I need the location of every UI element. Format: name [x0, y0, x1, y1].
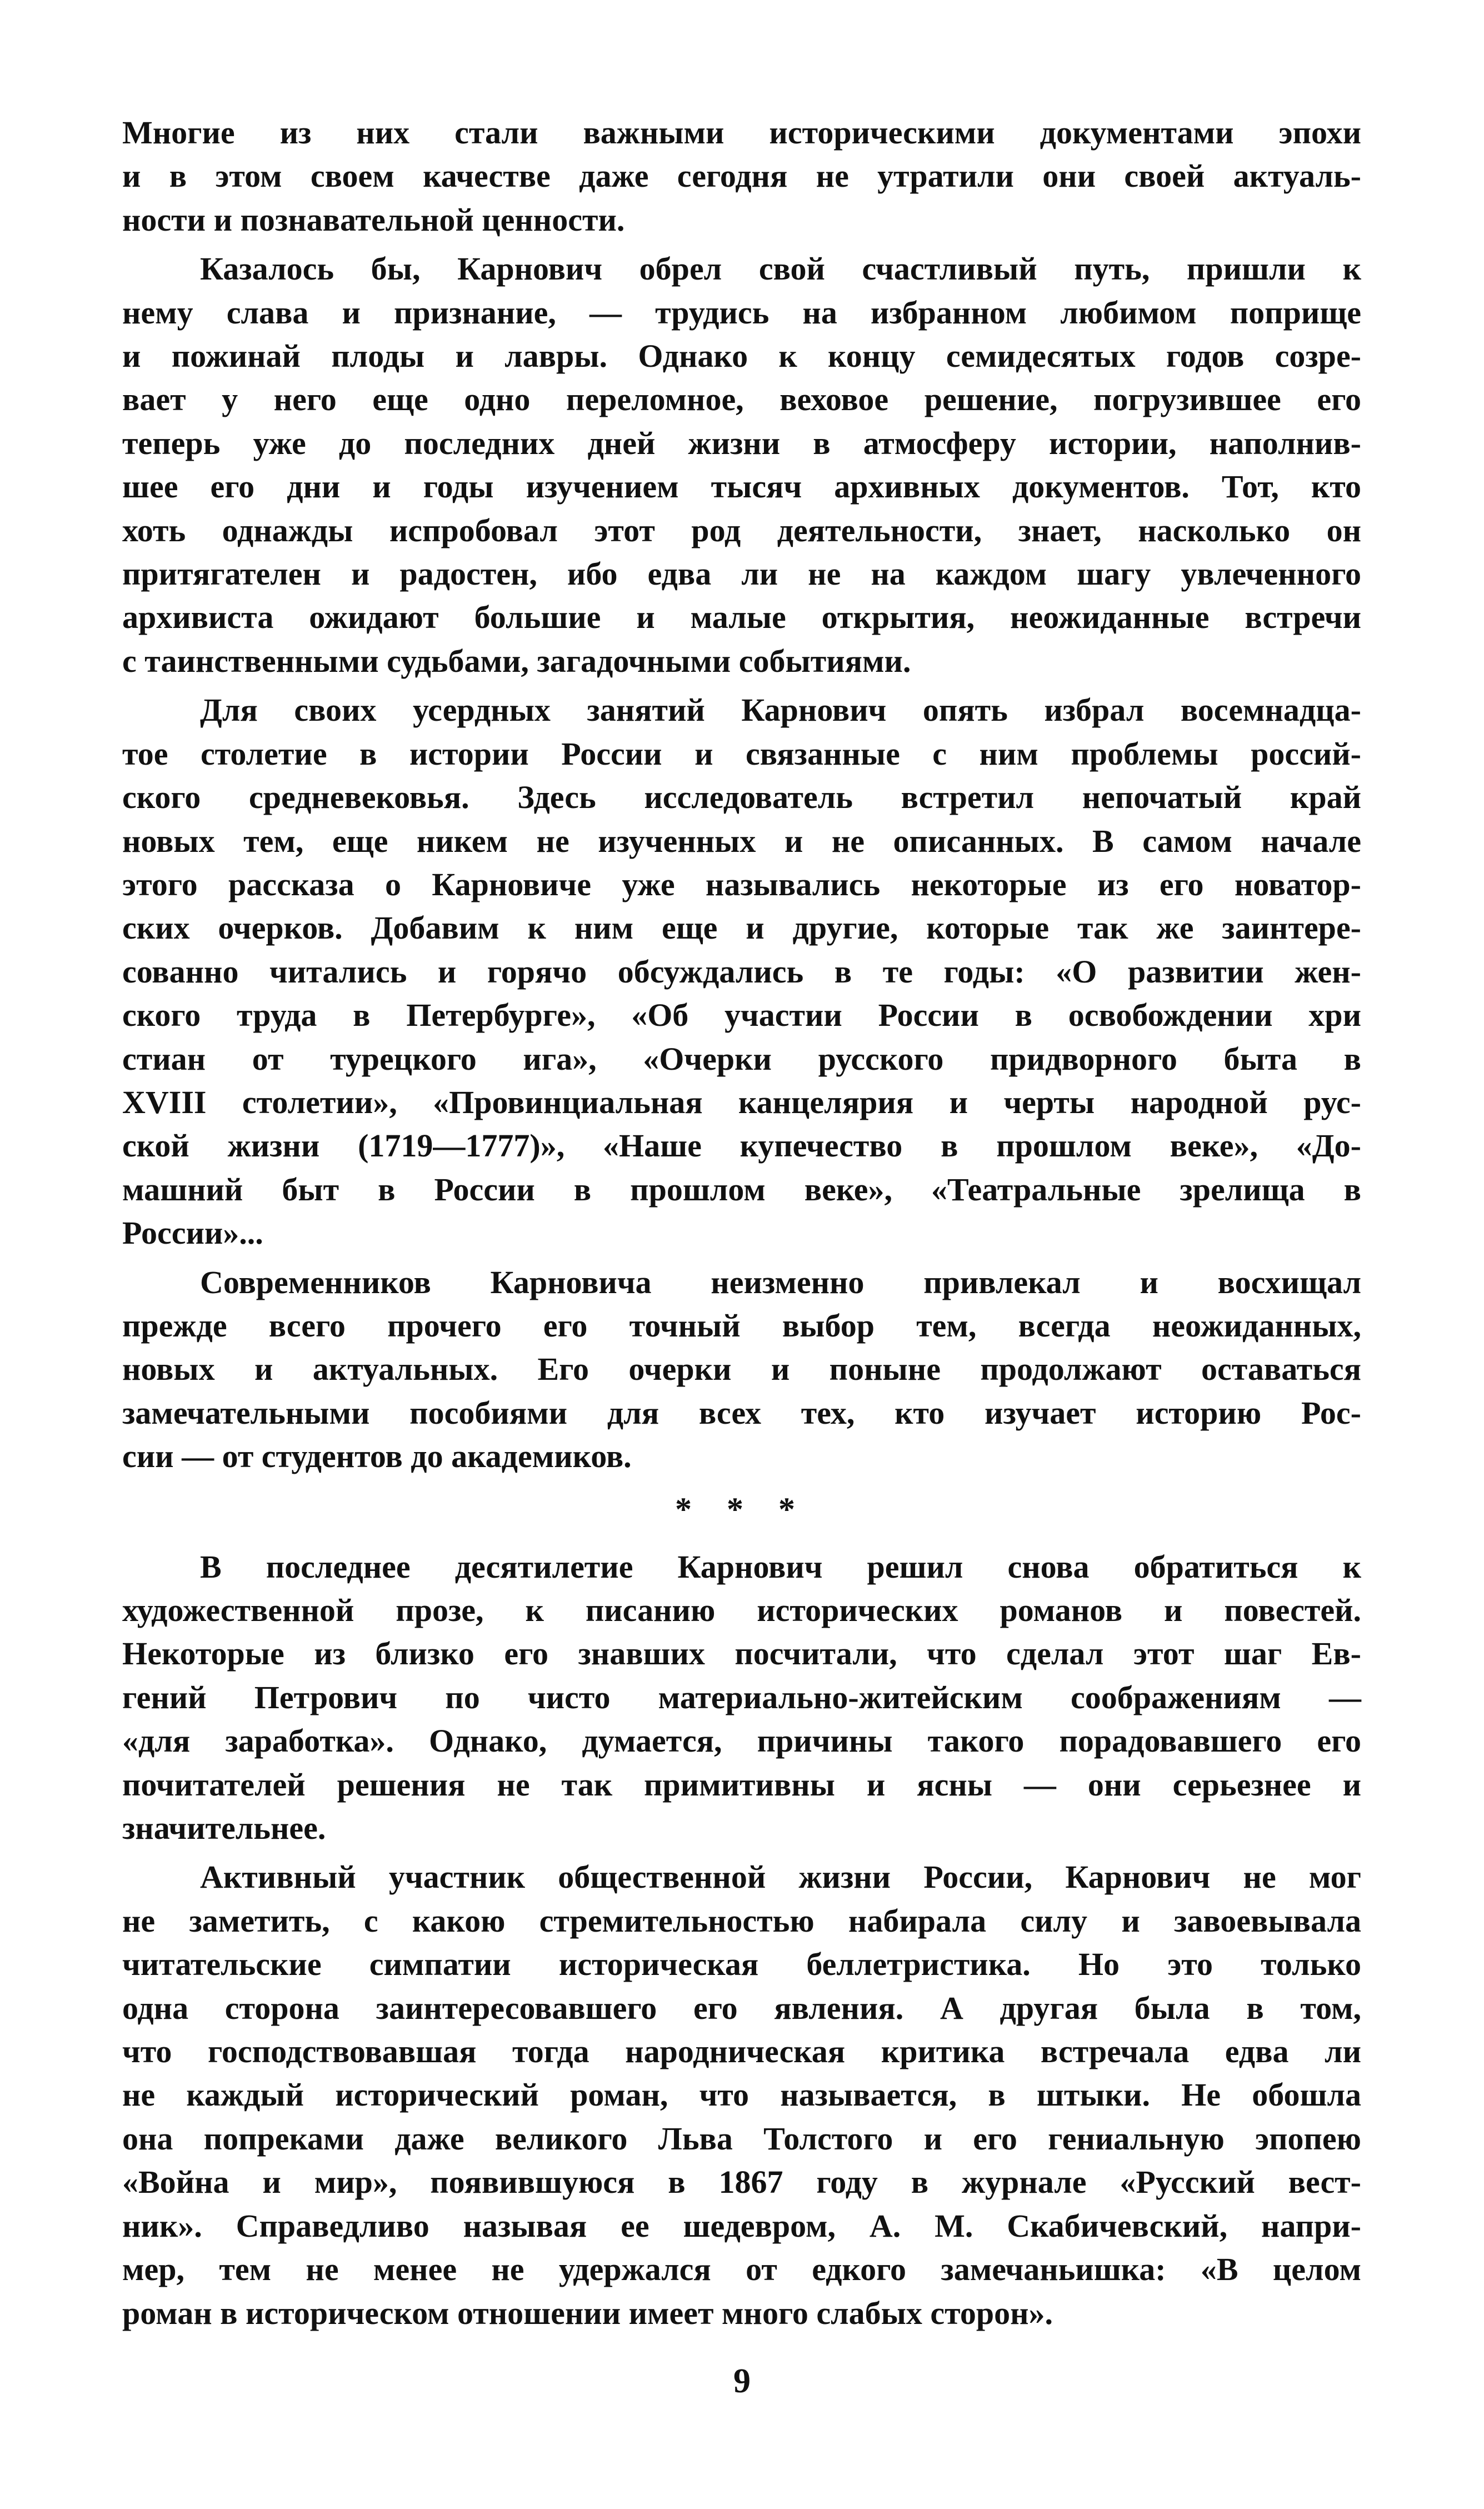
text-line: ской жизни (1719—1777)», «Наше купечество в прошлом веке», «До- [122, 1128, 1361, 1164]
text-line: не каждый исторический роман, что называется, в штыки. Не обошла [122, 2077, 1361, 2113]
text-line: новых тем, еще никем не изученных и не описанных. В самом начале [122, 822, 1361, 859]
text-line: Казалось бы, Карнович обрел свой счастливый путь, пришли к [200, 251, 1361, 287]
text-line: России»... [122, 1215, 263, 1251]
paragraph-3 [122, 689, 1361, 1255]
paragraph-1 [122, 111, 1361, 242]
text-line: хоть однажды испробовал этот род деятельности, знает, насколько он [122, 512, 1361, 548]
text-line: машний быт в России в прошлом веке», «Театральные зрелища в [122, 1171, 1361, 1208]
text-line: этого рассказа о Карновиче уже назывались некоторые из его новатор- [122, 866, 1361, 902]
text-line: «для заработка». Однако, думается, причины такого порадовавшего его [122, 1723, 1361, 1759]
text-line: и в этом своем качестве даже сегодня не утратили они своей актуаль- [122, 158, 1361, 194]
text-line: одна сторона заинтересовавшего его явления. А другая была в том, [122, 1989, 1361, 2026]
text-line: почитателей решения не так примитивны и ясны — они серьезнее и [122, 1766, 1361, 1803]
text-line: Многие из них стали важными историческими документами эпохи [122, 114, 1361, 151]
text-line: шее его дни и годы изучением тысяч архивных документов. Тот, кто [122, 468, 1361, 505]
text-line: Активный участник общественной жизни России, Карнович не мог [200, 1859, 1361, 1896]
text-line: XVIII столетии», «Провинциальная канцелярия и черты народной рус- [122, 1084, 1361, 1120]
text-line: новых и актуальных. Его очерки и поныне продолжают оставаться [122, 1351, 1361, 1388]
text-line: теперь уже до последних дней жизни в атмосферу истории, наполнив- [122, 425, 1361, 461]
text-line: Современников Карновича неизменно привлекал и восхищал [200, 1264, 1361, 1300]
text-line: стиан от турецкого ига», «Очерки русского придворного быта в [122, 1040, 1361, 1077]
paragraph-5 [122, 1545, 1361, 1850]
text-line: читательские симпатии историческая беллетристика. Но это только [122, 1946, 1361, 1983]
text-line: гений Петрович по чисто материально-житейским соображениям — [122, 1679, 1361, 1715]
text-line: тое столетие в истории России и связанные с ним проблемы россий- [122, 735, 1361, 772]
text-line: и пожинай плоды и лавры. Однако к концу семидесятых годов созре- [122, 338, 1361, 375]
text-line: Для своих усердных занятий Карнович опять избрал восемнадца- [200, 692, 1361, 729]
text-line: роман в историческом отношении имеет много слабых сторон». [122, 2294, 1053, 2331]
text-line: Некоторые из близко его знавших посчитали, что сделал этот шаг Ев- [122, 1635, 1361, 1672]
text-line: она попреками даже великого Льва Толстого и его гениальную эпопею [122, 2120, 1361, 2157]
paragraph-6 [122, 1855, 1361, 2335]
text-line: значительнее. [122, 1810, 326, 1847]
text-line: с таинственными судьбами, загадочными событиями. [122, 642, 911, 679]
text-line: притягателен и радостен, ибо едва ли не на каждом шагу увлеченного [122, 556, 1361, 592]
text-line: ского средневековья. Здесь исследователь встретил непочатый край [122, 779, 1361, 816]
text-line: художественной прозе, к писанию исторических романов и повестей. [122, 1592, 1361, 1628]
page-body [122, 111, 1361, 2335]
page-number: 9 [733, 2362, 751, 2400]
paragraph-2 [122, 247, 1361, 683]
paragraph-4 [122, 1261, 1361, 1479]
section-separator: * * * [675, 1490, 808, 1528]
text-line: не заметить, с какою стремительностью набирала силу и завоевывала [122, 1902, 1361, 1939]
text-line: ник». Справедливо называя ее шедевром, А. М. Скабичевский, напри- [122, 2207, 1361, 2244]
text-line: вает у него еще одно переломное, веховое решение, погрузившее его [122, 381, 1361, 418]
text-line: мер, тем не менее не удержался от едкого замечаньишка: «В целом [122, 2251, 1361, 2288]
text-line: ности и познавательной ценности. [122, 201, 625, 238]
text-line: нему слава и признание, — трудись на избранном любимом поприще [122, 294, 1361, 331]
text-line: «Война и мир», появившуюся в 1867 году в журнале «Русский вест- [122, 2164, 1361, 2201]
text-line: архивиста ожидают большие и малые открытия, неожиданные встречи [122, 599, 1361, 636]
text-line: прежде всего прочего его точный выбор тем, всегда неожиданных, [122, 1307, 1361, 1344]
text-line: сии — от студентов до академиков. [122, 1438, 632, 1475]
text-line: ского труда в Петербурге», «Об участии России в освобождении хри [122, 997, 1361, 1034]
text-line: сованно читались и горячо обсуждались в те годы: «О развитии жен- [122, 953, 1361, 990]
text-line: что господствовавшая тогда народническая критика встречала едва ли [122, 2033, 1361, 2070]
text-line: замечательными пособиями для всех тех, кто изучает историю Рос- [122, 1394, 1361, 1431]
text-line: В последнее десятилетие Карнович решил снова обратиться к [200, 1548, 1361, 1585]
text-line: ских очерков. Добавим к ним еще и другие, которые так же заинтере- [122, 910, 1361, 946]
